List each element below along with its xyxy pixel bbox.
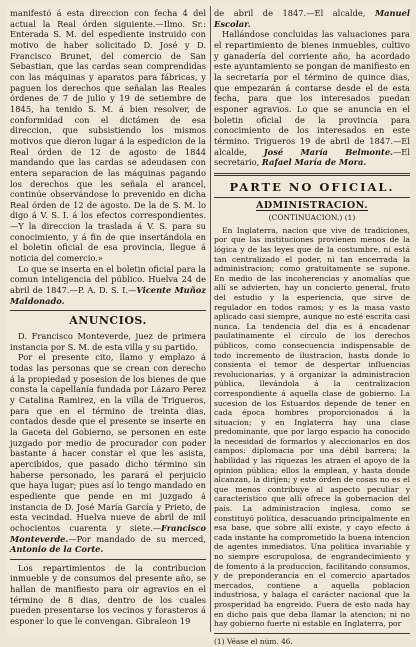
- administracion-heading: ADMINISTRACION.: [255, 199, 369, 211]
- signature-belmonte: José María Belmonte.: [263, 146, 393, 157]
- right-column: [214, 8, 410, 647]
- publication-notice: [10, 264, 206, 307]
- banner-rule-bottom: [214, 197, 410, 198]
- trigueros-notice: [214, 29, 410, 168]
- gibraleon-close-text: de abril de 1847.—El alcalde,: [214, 8, 375, 18]
- signature-mora: Rafael María de Mora.: [261, 157, 367, 168]
- contribution-notice: Los repartimientos de la contribucion inmueble y de consumos del presente año, se hallan de manifiesto para oir agravios en el término de 8 dias, dentro de los cuales pueden presentarse los vecinos y forasteros á esponer lo que le convengan. Gibraleon 19: [10, 562, 206, 627]
- signature-maldonado: Vicente Muñoz Maldonado.: [10, 285, 206, 306]
- publication-notice-text: Lo que se inserta en el boletin oficial para la comun inteligencia del público. Huelva 24 de abril de 1847.—P. A. D. S. I.—: [10, 263, 206, 296]
- summons-body: Por el presente cito, llamo y emplazo á todas las personas que se crean con derecho á la propiedad y posesion de los bienes de que consta la capellanía fundada por Lázaro Perez y Catalina Ramirez, en la villa de Trigueros, para que en el término de treinta dias, contados desde que el presente se inserte en la Gaceta del Gobierno, se personen en este juzgado por medio de procurador con poder bastante á hacer constar el que les asista, apercibidos, que pasado dicho término sin haberse personado, les parará el perjuicio que haya lugar; pues así lo tengo mandado en espediente que pende en mi juzgado á instancia de D. José María García y Prieto, de esta vecindad. Huelva nueve de abril de mil ochocientos cuarenta y siete.—: [10, 352, 206, 533]
- signature-corte: Antonio de la Corte.: [10, 544, 104, 555]
- continuacion-label: (CONTINUACION.) (1): [268, 213, 356, 223]
- banner-rule-top: [214, 173, 410, 176]
- parte-no-oficial-banner: PARTE NO OFICIAL.: [229, 179, 395, 194]
- section-rule-2: [10, 559, 206, 560]
- signature-monteverde: Francisco Monteverde.: [10, 522, 206, 544]
- anuncios-heading: ANUNCIOS.: [69, 314, 147, 328]
- signature-escolar: Manuel Escolar.: [214, 8, 410, 29]
- section-rule: [10, 310, 206, 311]
- newspaper-page: [6, 4, 411, 646]
- administracion-article: En Inglaterra, nacion que vive de tradiciones, por que las instituciones provienen menos de la lógica y de las leyes que de la costumbre, ni está tan centralizado el poder, ni tan encerrada la administracion; como gratuitamente se supone. En medio de las incoherencias y anomalías que allí se advierten, hay un concierto general, fruto del estudio y la esperiencia, que sirve de regulador en todos ramos; y es la masa vasto aplicado casi siempre, aunque no esté escrita casi nunca. La tendencia del dia es á encadenar paulatinamente el círculo de los derechos públicos, como consecuencia indispensable de todo incremento de ilustracion, hasta donde lo consienta el temor de despertar influencias revolucionarias, y á organizar la administracion pública, llevándola á la centralizacion correspondiente á aquella clase de gobierno. La sucesion de los Estuardos depende de tener en cada época hombres proporcionados á la situacion; y en Inglaterra hay una clase predominante, que por largo espacio ha conocido la necesidad de formarlos y aleccionarlos en dos campos: diplomacia por una débil barrera; la habilidad y las riquezas les atraen el apoyo de la opinion pública; ellos la emplean, y hasta donde alcanzan, la dirijen; y este órden de cosas no es el que menos contribuye al aspecto peculiar y característico que allí ofrece la gobernacion del país. La administracion inglesa, como se constituyó política, desacuando principalmente en esa base, que sobre allí existe, y cayo efecto á cada instante ha comprometido la buena intencion de agentes inmediatos. Una politica invariable y no siempre escrupulosa, de engrandecimiento y de fomento á la produccion, facilitando consumos, y de preponderancia en el comercio apartados mercados, contiene a aquella poblacion industriosa, y halaga el carácter nacional que la prosperidad ha engreido. Fuera de esto nada hay en dicho pais que deba llamar la atencion; ni no hay gobierno fuerte ni estable en Inglaterra, por: [214, 225, 410, 629]
- judge-intro: D. Francisco Monteverde, juez de primera instancia por S. M. de esta villa y su partido.: [10, 331, 206, 352]
- summons-tail: —Por mandado de su merced,: [68, 533, 206, 544]
- column-divider: [210, 6, 211, 632]
- royal-order-text: manifestó á esta direccion con fecha 4 del actual la Real órden siguiente.—Ilmo. Sr.: Enterada S. M. del espediente instruido con motivo de haber solicitado D. José y D. Francisco Brunet, del comercio de San Sebastian, que las cardas sean comprendidas con las máquinas y aparatos para fábricas, y paguen los derechos que señalan las Reales órdenes de 7 de julio y 19 de setiembre de 1845, ha tenido S. M. á bien resolver, de conformidad con el dictámen de esa direccion, que subsistiendo los mismos motivos que dieron lugar á la espedicion de la Real órden de 12 de agosto de 1844 mandando que las cardas se adeudasen con entera separacion de las máquinas pagando los derechos que les señala el arancel, continúe observándose lo prevenido en dicha Real órden de 12 de agosto. De la de S. M. lo digo á V. S. I. á los efectos correspondientes.—Y la direccion la traslada á V. S. para su conocimiento, y á fin de que insertándola en el boletin oficial de esa provincia, llegue á noticia del comercio.»: [10, 8, 206, 264]
- gibraleon-close: [214, 8, 410, 29]
- footnote-rule: [214, 633, 410, 634]
- trigueros-tail: —El secretario,: [214, 146, 411, 168]
- trigueros-notice-text: Hallándose concluidas las valuaciones para el repartimiento de bienes inmuebles, cultivo y ganadería del corriente año, ha acordado este ayuntamiento se pongan de manifiesto en la secretaría por el término de quince dias, que empezarán á contarse desde el de esta fecha, para que los interesados puedan esponer agravios. Lo que se anuncia en el boletin oficial de la provincia para conocimiento de los interesados en este término. Trigueros 19 de abril de 1847.—El alcalde,: [214, 29, 410, 157]
- summons-text: [10, 352, 206, 554]
- left-column: [10, 8, 206, 627]
- footnote: (1) Véase el núm. 46.: [214, 636, 293, 646]
